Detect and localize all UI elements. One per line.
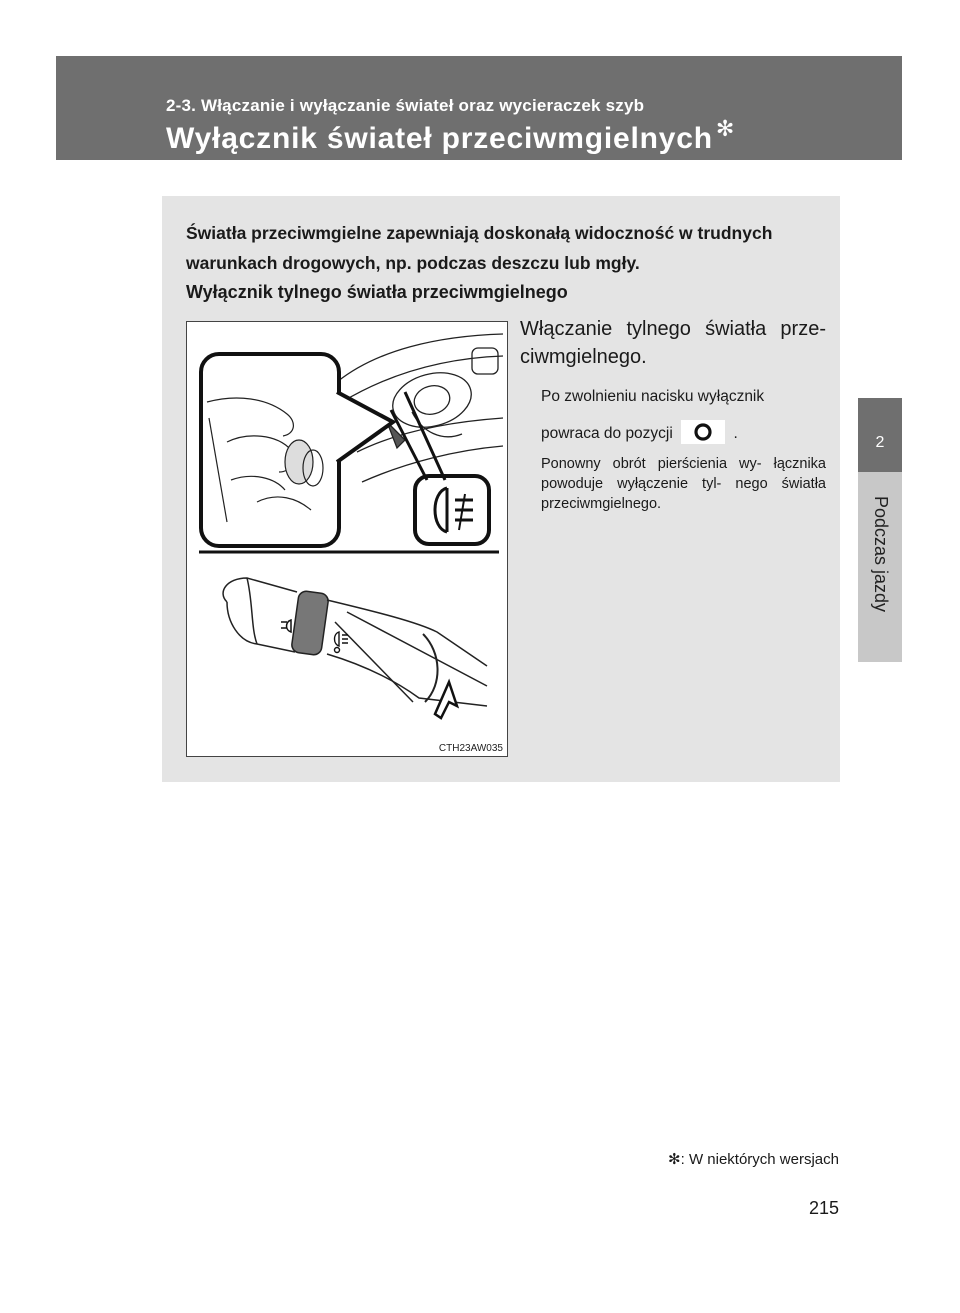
note-release-text-2: powraca do pozycji (541, 425, 673, 442)
note-release-text-1: Po zwolnieniu nacisku wyłącznik (541, 388, 765, 405)
note-ring-turn: Ponowny obrót pierścienia wy- łącznika powoduje wyłączenie tyl- nego światła przeciwmgielnego. (541, 456, 826, 512)
switch-position-glyph (681, 420, 725, 444)
note-release-line1 (541, 386, 826, 408)
front-fog-light-icon (281, 620, 291, 632)
chapter-tab (858, 398, 902, 472)
switch-position-icon (681, 420, 725, 444)
chapter-number: 2 (875, 434, 885, 451)
illustration (186, 321, 508, 757)
title-footnote-mark: ✻ (715, 116, 736, 141)
callout-pointer (337, 392, 393, 462)
subheading: Wyłącznik tylnego światła przeciwmgielnego (186, 282, 568, 302)
page-number: 215 (808, 1198, 839, 1218)
page-title-text: Wyłącznik świateł przeciwmgielnych (166, 122, 713, 155)
fog-switch-illustration (187, 322, 507, 756)
illustration-code: CTH23AW035 (438, 743, 503, 754)
page-title (166, 116, 735, 156)
footnote: ✻: W niektórych wersjach (668, 1151, 839, 1168)
note-release-line2 (541, 420, 826, 445)
section-label: 2-3. Włączanie i wyłączanie świateł oraz wycieraczek szyb (166, 96, 645, 115)
callout-bubble (201, 354, 339, 546)
stalk-rear-fog-symbol (335, 632, 349, 653)
chapter-label-tab (858, 472, 902, 662)
step-title: Włączanie tylnego światła prze- ciwmgielnego. (520, 318, 826, 368)
intro-text: Światła przeciwmgielne zapewniają doskonałą widoczność w trudnych warunkach drogowych, np. podczas deszczu lub mgły. (186, 223, 773, 273)
note-release-period: . (733, 425, 738, 442)
rear-fog-light-badge (415, 476, 489, 544)
chapter-label: Podczas jazdy (871, 496, 891, 613)
